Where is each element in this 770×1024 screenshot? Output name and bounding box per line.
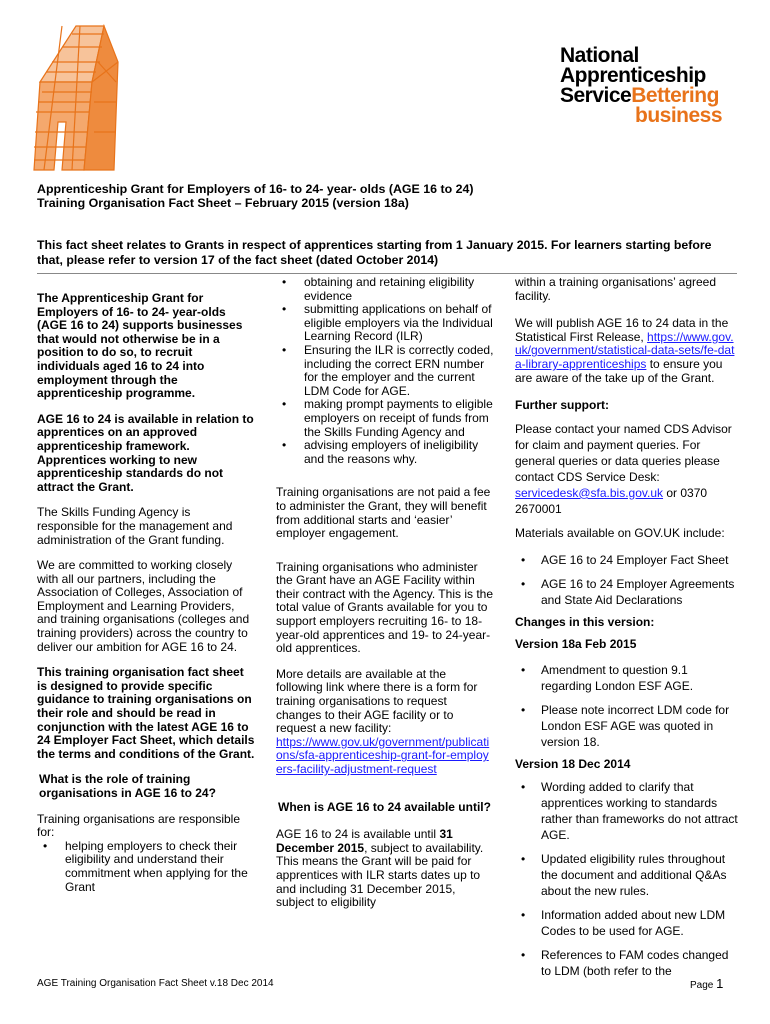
service-desk-email-link[interactable]: servicedesk@sfa.bis.gov.uk	[515, 485, 664, 500]
changes-heading: Changes in this version:	[515, 615, 655, 630]
column-3	[515, 276, 739, 987]
facility-adjustment-link[interactable]: https://www.gov.uk/government/publications/sfa-apprenticeship-grant-for-employers-facility-adjustment-request	[276, 734, 490, 776]
page-number: Page 1	[690, 976, 724, 991]
col1-p6: Training organisations are responsible for:	[37, 811, 241, 840]
col1-p2: AGE 16 to 24 is available in relation to apprentices on an approved apprenticeship framework. Apprentices working to new apprenticeship standards do not attract the Grant.	[37, 411, 254, 494]
list-item: • AGE 16 to 24 Employer Fact Sheet	[515, 552, 739, 568]
version-18-list	[515, 779, 739, 979]
intro-text: This fact sheet relates to Grants in respect of apprentices starting from 1 January 2015. For learners starting before that, please refer to version 17 of the fact sheet (dated October 2014)	[37, 238, 712, 267]
col1-p1: The Apprenticeship Grant for Employers of 16- to 24- year-olds (AGE 16 to 24) supports businesses that would not otherwise be in a position to do so, to recruit individuals aged 16 to 24 into employment through the apprenticeship programme.	[37, 291, 243, 401]
col2-p4: AGE 16 to 24 is available until 31 December 2015, subject to availability. This means the Grant will be paid for apprentices with ILR starts dates up to and including 31 December 2015, subject to eligibility	[276, 827, 484, 910]
col2-p3: More details are available at the following link where there is a form for training organisations to request changes to their AGE facility or to request a new facility:	[276, 666, 478, 736]
list-item: • AGE 16 to 24 Employer Agreements and State Aid Declarations	[515, 576, 739, 608]
list-item: • Ensuring the ILR is correctly coded, including the correct ERN number for the employer and the current LDM Code for AGE.	[276, 344, 494, 398]
col3-p3: Please contact your named CDS Advisor for claim and payment queries. For general queries or data queries please contact CDS Service Desk: servicedesk@sfa.bis.gov.uk or 0370 2670001	[515, 421, 732, 516]
nas-line-1: National	[560, 44, 639, 67]
nas-a-logo-icon	[32, 22, 120, 172]
list-item: • helping employers to check their eligibility and understand their commitment when applying for the Grant	[37, 840, 255, 894]
list-item: • References to FAM codes changed to LDM (both refer to the	[515, 947, 739, 979]
page-title: Apprenticeship Grant for Employers of 16- to 24- year- olds (AGE 16 to 24) Training Organisation Fact Sheet – February 2015 (version 18a)	[37, 182, 474, 210]
divider	[37, 273, 737, 274]
list-item: • submitting applications on behalf of eligible employers via the Individual Learning Record (ILR)	[276, 303, 494, 344]
version-18-heading: Version 18 Dec 2014	[515, 756, 631, 771]
materials-list	[515, 552, 739, 608]
list-item: • advising employers of ineligibility and the reasons why.	[276, 439, 494, 466]
col2-p1: Training organisations are not paid a fee to administer the Grant, they will benefit from additional starts and ‘easier’ employer engagement.	[276, 485, 491, 541]
further-support-heading: Further support:	[515, 398, 609, 413]
list-item: • Wording added to clarify that apprentices working to standards rather than frameworks do not attract AGE.	[515, 779, 739, 843]
list-item: • Amendment to question 9.1 regarding London ESF AGE.	[515, 662, 739, 694]
col2-list	[276, 276, 494, 466]
col1-p5: This training organisation fact sheet is designed to provide specific guidance to training organisations on their role and should be read in conjunction with the latest AGE 16 to 24 Employer Fact Sheet, which details the terms and conditions of the Grant.	[37, 665, 255, 761]
col3-p2: We will publish AGE 16 to 24 data in the Statistical First Release, https://www.gov.uk/government/statistical-data-sets/fe-data-library-apprenticeships to ensure you are aware of the take up of the Grant.	[515, 316, 735, 385]
col1-p3: The Skills Funding Agency is responsible for the management and administration of the Grant funding.	[37, 505, 233, 547]
col2-p2: Training organisations who administer the Grant have an AGE Facility within their contract with the Agency. This is the total value of Grants available for you to support employers recruiting 16- to 18-year-old apprentices and 19- to 24-year-old apprentices.	[276, 559, 493, 656]
statistics-link[interactable]: https://www.gov.uk/government/statistical-data-sets/fe-data-library-apprenticeships	[515, 329, 735, 371]
col1-list	[37, 840, 255, 894]
nas-line-2: Apprenticeship	[560, 64, 706, 87]
version-18a-list	[515, 662, 739, 750]
list-item: • obtaining and retaining eligibility evidence	[276, 276, 494, 303]
col1-heading: What is the role of training organisations in AGE 16 to 24?	[39, 772, 216, 800]
list-item: • Information added about new LDM Codes to be used for AGE.	[515, 907, 739, 939]
list-item: • Updated eligibility rules throughout the document and additional Q&As about the new rules.	[515, 851, 739, 899]
version-18a-heading: Version 18a Feb 2015	[515, 636, 637, 651]
nas-line-3b: Bettering	[631, 84, 719, 107]
nas-line-4: business	[635, 104, 723, 127]
nas-wordmark	[560, 46, 760, 126]
col1-p4: We are committed to working closely with all our partners, including the Association of Colleges, Association of Employment and Learning Providers, and training organisations (colleges and training providers) across the country to deliver our ambition for AGE 16 to 24.	[37, 558, 250, 654]
nas-line-3a: Service	[560, 84, 632, 107]
list-item: • Please note incorrect LDM code for London ESF AGE was quoted in version 18.	[515, 702, 739, 750]
column-2	[276, 276, 494, 922]
footer-text: AGE Training Organisation Fact Sheet v.18 Dec 2014	[37, 978, 274, 989]
col3-p4: Materials available on GOV.UK include:	[515, 525, 725, 540]
list-item: • making prompt payments to eligible employers on receipt of funds from the Skills Funding Agency and	[276, 398, 494, 439]
col3-p1: within a training organisations’ agreed facility.	[515, 275, 717, 303]
col2-heading: When is AGE 16 to 24 available until?	[278, 799, 491, 814]
column-1	[37, 292, 255, 894]
